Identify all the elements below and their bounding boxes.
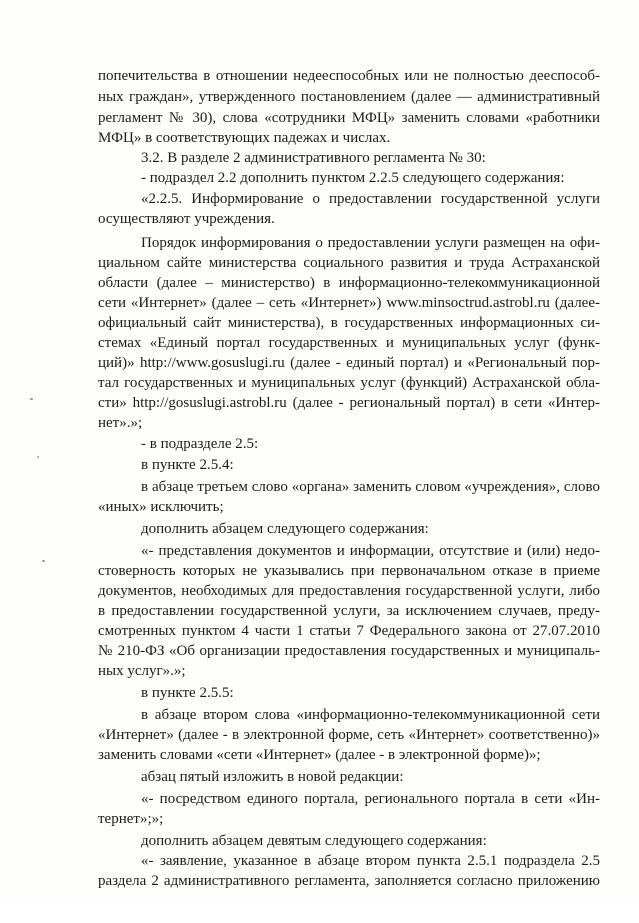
text-line: абзац пятый изложить в новой редакции: <box>141 769 404 785</box>
text-line: заменить словами «сети «Интернет» (далее - в электронной форме)»; <box>98 747 541 763</box>
text-line: - в подразделе 2.5: <box>141 436 259 452</box>
text-line: - подраздел 2.2 дополнить пунктом 2.2.5 следующего содержания: <box>141 170 565 186</box>
text-line: документов, необходимых для предоставления государственной услуги, либо <box>98 583 600 599</box>
text-line: ных услуг».»; <box>98 663 186 679</box>
text-line: тал государственных и муниципальных услуг (функций) Астраханской обла- <box>98 375 600 391</box>
text-line: дополнить абзацем следующего содержания: <box>141 521 429 537</box>
text-line: официальный сайт министерства), в государственных информационных си- <box>98 315 600 331</box>
text-line: ных граждан», утвержденного постановлением (далее — административный <box>98 89 600 105</box>
text-line: попечительства в отношении недееспособных или не полностью дееспособ- <box>98 68 600 84</box>
text-line: Порядок информирования о предоставлении услуги размещен на офи- <box>141 235 600 251</box>
text-line: «- посредством единого портала, регионального портала в сети «Ин- <box>141 791 600 807</box>
text-line: осуществляют учреждения. <box>98 211 275 227</box>
text-line: смотренных пунктом 4 части 1 статьи 7 Федерального закона от 27.07.2010 <box>98 623 600 639</box>
text-line: нет».»; <box>98 415 143 431</box>
text-line: «- представления документов и информации, отсутствие и (или) недо- <box>141 543 600 559</box>
text-line: «иных» исключить; <box>98 499 224 515</box>
text-line: тернет»;»; <box>98 811 164 827</box>
text-line: сети «Интернет» (далее – сеть «Интернет») www.minsoctrud.astrobl.ru (далее- <box>98 295 600 311</box>
text-line: «- заявление, указанное в абзаце втором пункта 2.5.1 подраздела 2.5 <box>141 853 600 869</box>
text-line: ций)» http://www.gosuslugi.ru (далее - единый портал) и «Региональный пор- <box>98 355 600 371</box>
text-line: «2.2.5. Информирование о предоставлении государственной услуги <box>141 191 600 207</box>
text-line: в предоставлении государственной услуги, за исключением случаев, преду- <box>98 603 600 619</box>
text-line: раздела 2 административного регламента, заполняется согласно приложению <box>98 873 600 889</box>
text-line: 3.2. В разделе 2 административного регламента № 30: <box>141 150 486 166</box>
text-line: в пункте 2.5.4: <box>141 457 234 473</box>
scan-speck <box>37 456 39 458</box>
scan-speck <box>42 560 45 562</box>
text-line: стоверность которых не указывались при первоначальном отказе в приеме <box>98 563 600 579</box>
text-line: в абзаце втором слова «информационно-телекоммуникационной сети <box>141 707 600 723</box>
text-line: в пункте 2.5.5: <box>141 685 234 701</box>
scan-speck <box>30 398 33 400</box>
text-line: сти» http://gosuslugi.astrobl.ru (далее - региональный портал) в сети «Интер- <box>98 395 600 411</box>
text-line: МФЦ» в соответствующих падежах и числах. <box>98 130 391 146</box>
text-line: области (далее – министерство) в информационно-телекоммуникационной <box>98 275 600 291</box>
text-line: стемах «Единый портал государственных и муниципальных услуг (функ- <box>98 335 600 351</box>
text-line: в абзаце третьем слово «органа» заменить словом «учреждения», слово <box>141 479 600 495</box>
text-line: дополнить абзацем девятым следующего содержания: <box>141 833 487 849</box>
text-line: циальном сайте министерства социального развития и труда Астраханской <box>98 255 600 271</box>
text-line: «Интернет» (далее - в электронной форме, сеть «Интернет» соответственно)» <box>98 727 600 743</box>
text-line: регламент № 30), слова «сотрудники МФЦ» заменить словами «работники <box>98 110 600 126</box>
text-line: № 210-ФЗ «Об организации предоставления государственных и муниципаль- <box>98 643 600 659</box>
